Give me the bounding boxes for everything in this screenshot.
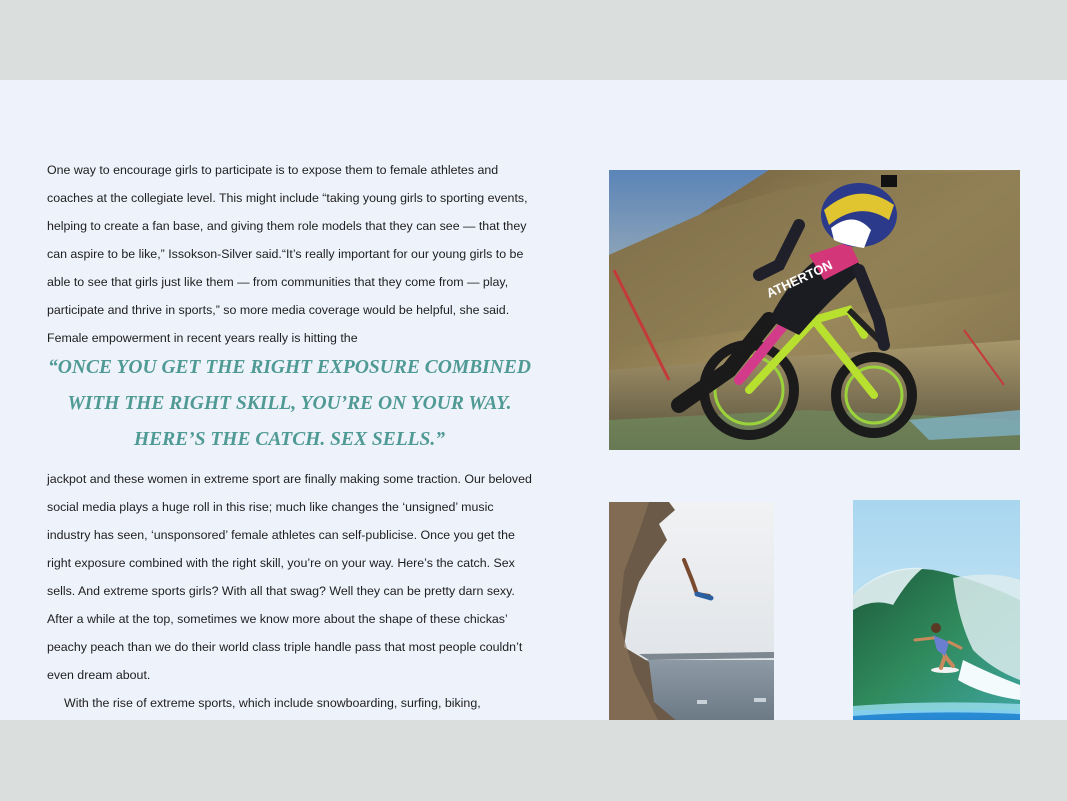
pull-quote: “ONCE YOU GET THE RIGHT EXPOSURE COMBINED WITH THE RIGHT SKILL, YOU’RE ON YOUR WAY. HERE’S THE CATCH. SEX SELLS.” (48, 357, 531, 450)
cliff-diving-photo (609, 502, 774, 751)
article-page (0, 80, 1067, 720)
surfing-photo (853, 500, 1020, 748)
jersey-text: ATHERTON (763, 257, 835, 301)
article-paragraph-3: With the rise of extreme sports, which include snowboarding, surfing, biking, (64, 696, 481, 710)
article-paragraph-1: One way to encourage girls to participate is to expose them to female athletes and coaches at the collegiate level. This might include “taking young girls to sporting events, helping to create a fan base, and giving them role models that they can see — that they can aspire to be like,” Issokson-Silver said.“It’s really important for our young girls to be able to see that girls just like them — from communities that they come from — play, participate and thrive in sports,” so more media coverage would be helpful, she said. Female empowerment in recent years really is hitting the (47, 163, 528, 345)
mountain-bike-photo (609, 170, 1020, 450)
top-band (0, 0, 1067, 80)
bottom-band (0, 720, 1067, 800)
article-paragraph-2: jackpot and these women in extreme sport are finally making some traction. Our beloved social media plays a huge roll in this rise; much like changes the ‘unsigned’ music industry has seen, ‘unsponsored’ female athletes can self-publicise. Once you get the right exposure combined with the right skill, you’re on your way. Here’s the catch. Sex sells. And extreme sports girls? With all that swag? Well they can be pretty darn sexy. After a while at the top, sometimes we know more about the shape of these chickas’ peachy peach than we do their world class triple handle pass that most people couldn’t even dream about. (47, 472, 532, 682)
